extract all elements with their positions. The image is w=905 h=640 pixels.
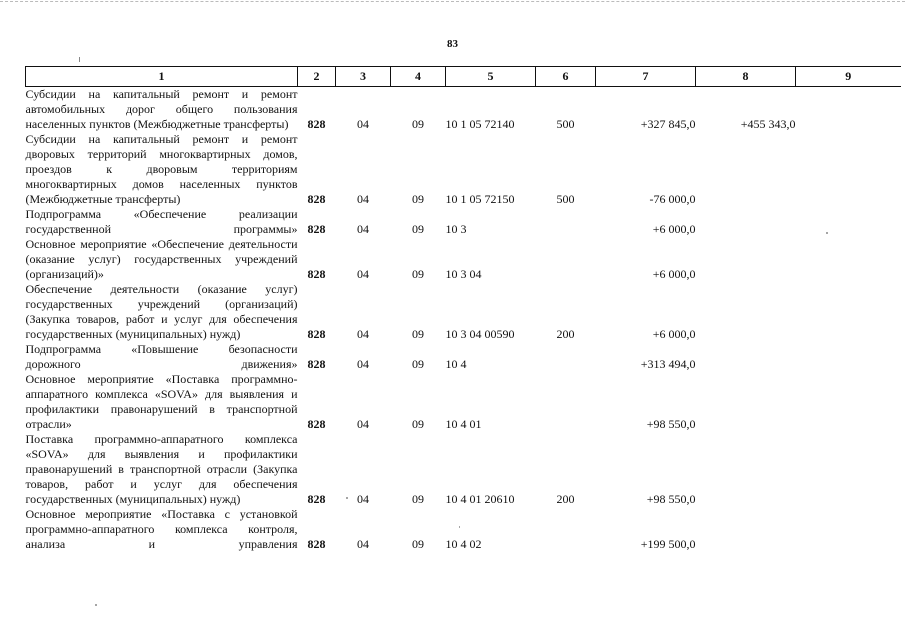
- row-sum-col8: [696, 432, 796, 507]
- row-sum-col8: [696, 372, 796, 432]
- row-name: Поставка программно-аппаратного комплекса «SOVA» для выявления и профилактики правонарушений в транспортной отрасли (Закупка товаров, работ и услуг для обеспечения государственных (муниципальных) нужд): [25, 432, 298, 506]
- row-section: 04: [357, 192, 369, 206]
- header-col-7: 7: [596, 67, 696, 87]
- row-sum-col7: +199 500,0: [640, 537, 696, 551]
- row-sum-col8: +455 343,0: [740, 117, 796, 131]
- table-row: [26, 237, 901, 282]
- scan-speck: [79, 57, 80, 62]
- table-row: [26, 282, 901, 342]
- top-edge-rule: [0, 1, 905, 2]
- row-section: 04: [357, 327, 369, 341]
- row-sum-col8: [696, 132, 796, 207]
- row-sum-col9: [796, 87, 901, 133]
- header-col-4: 4: [391, 67, 446, 87]
- row-target-code: 10 1 05 72150: [445, 192, 515, 206]
- row-sum-col7: +6 000,0: [652, 267, 696, 281]
- table-row: [26, 87, 901, 133]
- row-admin-code: 828: [307, 417, 326, 431]
- table-body: [26, 87, 901, 553]
- row-name: Основное мероприятие «Обеспечение деятельности (оказание услуг) государственных учреждений (организаций)»: [25, 237, 298, 281]
- row-target-code: 10 3: [445, 222, 467, 236]
- row-section: 04: [357, 117, 369, 131]
- row-section: 04: [357, 267, 369, 281]
- row-subsection: 09: [412, 357, 424, 371]
- scan-speck: [346, 497, 348, 499]
- row-section: 04: [357, 417, 369, 431]
- header-row: [26, 67, 901, 87]
- header-col-6: 6: [536, 67, 596, 87]
- row-admin-code: 828: [307, 327, 326, 341]
- row-subsection: 09: [412, 492, 424, 506]
- row-name: Обеспечение деятельности (оказание услуг) государственных учреждений (организаций) (Закупка товаров, работ и услуг для обеспечения государственных (муниципальных) нужд): [25, 282, 298, 341]
- row-sum-col8: [696, 507, 796, 552]
- row-name: Подпрограмма «Обеспечение реализации государственной программы»: [25, 207, 298, 236]
- row-sum-col9: [796, 282, 901, 342]
- row-name: Основное мероприятие «Поставка программно-аппаратного комплекса «SOVA» для выявления и профилактики правонарушений в транспортной отрасли»: [25, 372, 298, 431]
- row-sum-col8: [696, 237, 796, 282]
- row-sum-col7: +6 000,0: [652, 327, 696, 341]
- row-name: Подпрограмма «Повышение безопасности дорожного движения»: [25, 342, 298, 371]
- row-target-code: 10 4 02: [445, 537, 482, 551]
- row-sum-col8: [696, 282, 796, 342]
- row-target-code: 10 4: [445, 357, 467, 371]
- page-number: 83: [447, 38, 458, 50]
- table-row: [26, 432, 901, 507]
- row-name: Основное мероприятие «Поставка с установкой программно-аппаратного комплекса контроля, анализа и управления: [25, 507, 298, 551]
- row-admin-code: 828: [307, 267, 326, 281]
- table-row: [26, 207, 901, 237]
- scan-speck: [459, 526, 460, 528]
- budget-table: [25, 66, 901, 552]
- row-section: 04: [357, 537, 369, 551]
- row-target-code: 10 3 04 00590: [445, 327, 515, 341]
- header-col-2: 2: [298, 67, 336, 87]
- row-admin-code: 828: [307, 492, 326, 506]
- header-col-1: 1: [26, 67, 298, 87]
- row-admin-code: 828: [307, 537, 326, 551]
- row-name: Субсидии на капитальный ремонт и ремонт дворовых территорий многоквартирных домов, проездов к дворовым территориям многоквартирных домов населенных пунктов (Межбюджетные трансферты): [25, 132, 298, 206]
- row-sum-col9: [796, 372, 901, 432]
- row-sum-col7: +327 845,0: [640, 117, 696, 131]
- table-row: [26, 132, 901, 207]
- row-sum-col9: [796, 507, 901, 552]
- table-row: [26, 507, 901, 552]
- row-sum-col7: +313 494,0: [640, 357, 696, 371]
- row-sum-col7: +6 000,0: [652, 222, 696, 236]
- row-sum-col9: [796, 132, 901, 207]
- row-subsection: 09: [412, 537, 424, 551]
- row-subsection: 09: [412, 267, 424, 281]
- row-subsection: 09: [412, 417, 424, 431]
- row-subsection: 09: [412, 192, 424, 206]
- row-expense-type: [536, 207, 596, 237]
- table-header: [26, 67, 901, 87]
- row-sum-col7: -76 000,0: [649, 192, 696, 206]
- row-section: 04: [357, 492, 369, 506]
- row-sum-col9: [796, 237, 901, 282]
- row-admin-code: 828: [307, 357, 326, 371]
- row-expense-type: 500: [556, 117, 575, 131]
- row-subsection: 09: [412, 222, 424, 236]
- row-expense-type: [536, 342, 596, 372]
- row-expense-type: [536, 372, 596, 432]
- row-sum-col8: [696, 207, 796, 237]
- row-expense-type: 200: [556, 492, 575, 506]
- row-target-code: 10 3 04: [445, 267, 482, 281]
- row-subsection: 09: [412, 327, 424, 341]
- row-expense-type: 500: [556, 192, 575, 206]
- row-sum-col9: [796, 432, 901, 507]
- row-sum-col9: [796, 207, 901, 237]
- scan-speck: [95, 604, 97, 606]
- row-name: Субсидии на капитальный ремонт и ремонт автомобильных дорог общего пользования населенных пунктов (Межбюджетные трансферты): [25, 87, 298, 131]
- header-col-9: 9: [796, 67, 901, 87]
- row-expense-type: 200: [556, 327, 575, 341]
- header-col-3: 3: [336, 67, 391, 87]
- row-sum-col7: +98 550,0: [646, 492, 696, 506]
- row-target-code: 10 4 01: [445, 417, 482, 431]
- row-target-code: 10 4 01 20610: [445, 492, 515, 506]
- row-target-code: 10 1 05 72140: [445, 117, 515, 131]
- table-row: [26, 342, 901, 372]
- row-sum-col7: +98 550,0: [646, 417, 696, 431]
- row-sum-col8: [696, 342, 796, 372]
- scan-speck: [826, 232, 828, 234]
- row-section: 04: [357, 222, 369, 236]
- row-subsection: 09: [412, 117, 424, 131]
- header-col-5: 5: [446, 67, 536, 87]
- header-col-8: 8: [696, 67, 796, 87]
- row-section: 04: [357, 357, 369, 371]
- row-admin-code: 828: [307, 192, 326, 206]
- row-expense-type: [536, 507, 596, 552]
- row-sum-col9: [796, 342, 901, 372]
- row-expense-type: [536, 237, 596, 282]
- row-admin-code: 828: [307, 222, 326, 236]
- table-row: [26, 372, 901, 432]
- row-admin-code: 828: [307, 117, 326, 131]
